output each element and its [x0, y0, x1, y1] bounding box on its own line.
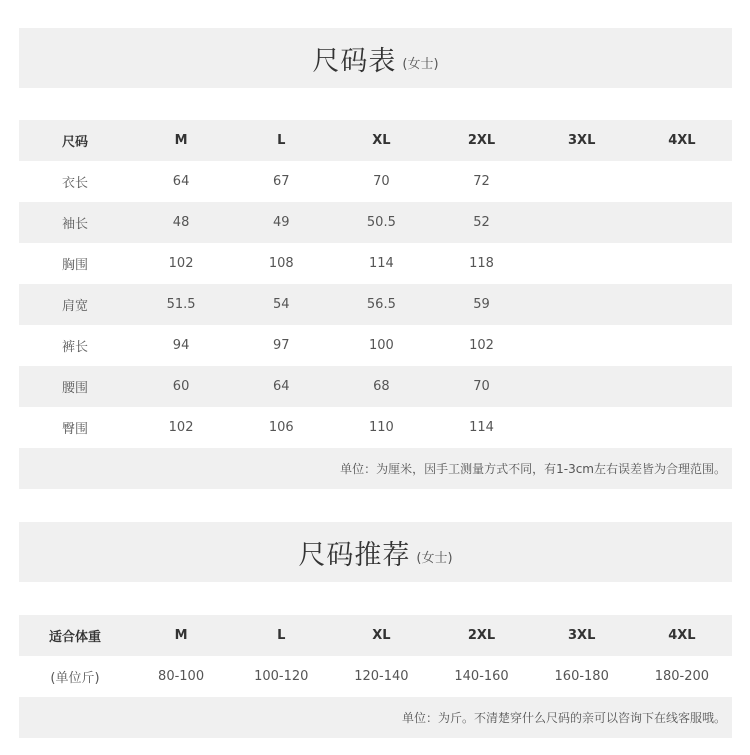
row-label: (单位斤): [50, 671, 100, 686]
row-label: 臀围: [61, 422, 88, 437]
note-row: [19, 448, 732, 489]
table-cell: 108: [268, 256, 294, 271]
table-cell: [632, 243, 732, 284]
table-cell: 56.5: [331, 284, 431, 325]
header-cell: 4XL: [632, 615, 732, 656]
table-row: [19, 407, 732, 448]
table-row: [19, 202, 732, 243]
table-cell: [632, 202, 732, 243]
table-cell: 59: [431, 284, 531, 325]
header-cell: 3XL: [532, 615, 632, 656]
row-label: 肩宽: [19, 284, 131, 325]
table-cell: 54: [231, 284, 331, 325]
header-cell: 尺码: [19, 120, 131, 161]
table-cell: 120-140: [354, 669, 409, 684]
row-label: 袖长: [19, 202, 131, 243]
table-cell: [532, 284, 632, 325]
header-cell: 适合体重: [19, 615, 131, 656]
note-row: [19, 697, 732, 738]
header-cell: L: [231, 120, 331, 161]
table-cell: 97: [272, 338, 290, 353]
table-cell: [532, 202, 632, 243]
size-recommend-subtitle: (女士): [416, 550, 453, 566]
table-row: [19, 325, 732, 366]
header-cell: 4XL: [632, 120, 732, 161]
size-chart-table: [19, 120, 732, 489]
size-chart-subtitle: (女士): [402, 56, 439, 72]
header-cell: 2XL: [431, 615, 531, 656]
table-cell: 50.5: [331, 202, 431, 243]
table-cell: [632, 325, 732, 366]
size-chart-title: 尺码表: [312, 45, 397, 77]
table-cell: 102: [469, 338, 494, 353]
size-chart-note: 单位：为厘米，因手工测量方式不同，有1-3cm左右误差皆为合理范围。: [19, 448, 732, 489]
table-header-row: [19, 120, 732, 161]
row-label: 衣长: [61, 176, 88, 191]
table-cell: 114: [368, 256, 394, 271]
table-cell: 72: [473, 174, 490, 189]
table-cell: [532, 407, 632, 448]
table-cell: 114: [469, 420, 494, 435]
size-chart-title-bar: [19, 28, 732, 88]
table-cell: 64: [231, 366, 331, 407]
size-recommend-table: [19, 615, 732, 738]
table-cell: 102: [168, 256, 194, 271]
table-cell: [632, 407, 732, 448]
header-cell: L: [231, 615, 331, 656]
table-header-row: [19, 615, 732, 656]
table-cell: 64: [172, 174, 190, 189]
table-cell: 106: [268, 420, 294, 435]
table-cell: 160-180: [554, 669, 609, 684]
table-cell: 100-120: [254, 669, 309, 684]
size-recommend-title-bar: [19, 522, 732, 582]
header-cell: M: [131, 615, 231, 656]
table-cell: 52: [431, 202, 531, 243]
table-cell: 51.5: [131, 284, 231, 325]
table-cell: 110: [368, 420, 394, 435]
table-cell: [632, 161, 732, 202]
table-cell: [532, 161, 632, 202]
row-label: 裤长: [61, 340, 88, 355]
table-cell: [532, 325, 632, 366]
header-cell: 2XL: [431, 120, 531, 161]
table-cell: 94: [172, 338, 190, 353]
row-label: 腰围: [19, 366, 131, 407]
table-cell: [532, 366, 632, 407]
size-recommend-title: 尺码推荐: [298, 539, 411, 571]
table-cell: [632, 366, 732, 407]
table-cell: 49: [231, 202, 331, 243]
header-cell: M: [131, 120, 231, 161]
table-row: [19, 284, 732, 325]
table-cell: 100: [368, 338, 394, 353]
header-cell: XL: [331, 615, 431, 656]
table-cell: [532, 243, 632, 284]
table-cell: 102: [168, 420, 194, 435]
table-cell: 70: [373, 174, 390, 189]
table-row: [19, 243, 732, 284]
table-cell: 80-100: [158, 669, 205, 684]
header-cell: XL: [331, 120, 431, 161]
size-recommend-note: 单位：为斤。不清楚穿什么尺码的亲可以咨询下在线客服哦。: [19, 697, 732, 738]
table-cell: 140-160: [454, 669, 509, 684]
table-cell: 180-200: [654, 669, 710, 684]
header-cell: 3XL: [532, 120, 632, 161]
table-row: [19, 656, 732, 697]
table-row: [19, 366, 732, 407]
table-cell: 118: [469, 256, 494, 271]
row-label: 胸围: [61, 258, 88, 273]
table-row: [19, 161, 732, 202]
table-cell: 60: [131, 366, 231, 407]
table-cell: 67: [272, 174, 290, 189]
table-cell: [632, 284, 732, 325]
table-cell: 48: [131, 202, 231, 243]
table-cell: 68: [331, 366, 431, 407]
table-cell: 70: [431, 366, 531, 407]
